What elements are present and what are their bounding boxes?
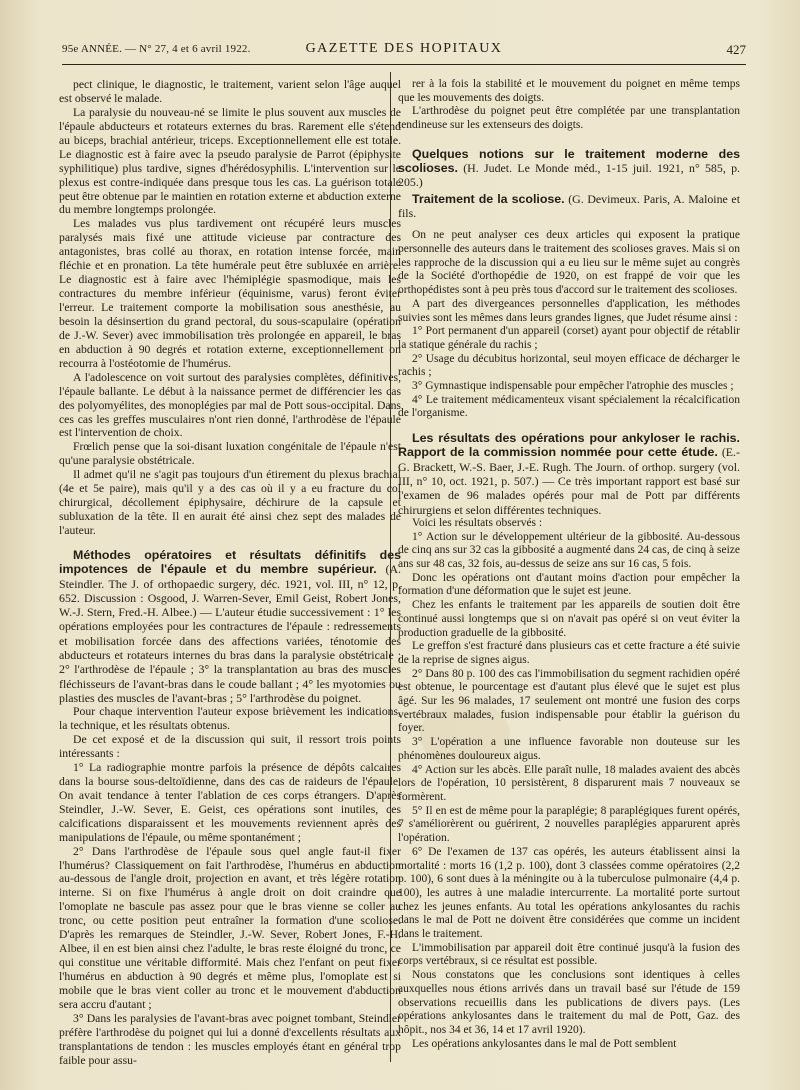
right-column [398, 78, 740, 1051]
paragraph: Chez les enfants le traitement par les appareils de soutien doit être continué aussi longtemps que si on n'avait pas opéré si on veut éviter la production graduelle de la gibbosité. [398, 599, 740, 639]
page-number: 427 [726, 42, 746, 57]
paragraph: De cet exposé et de la discussion qui suit, il ressort trois points intéressants : [59, 733, 401, 761]
article-heading [398, 147, 740, 190]
block-spacer [398, 220, 740, 229]
article-title: Traitement de la scoliose. [412, 191, 565, 206]
paragraph: 4° Action sur les abcès. Elle paraît nulle, 18 malades avaient des abcès lors de l'opération, 10 persistèrent, 8 disparurent mais 7 nouveaux se formèrent. [398, 763, 740, 803]
paragraph: Voici les résultats observés : [412, 516, 543, 529]
issue-date: 95e ANNÉE. — N° 27, 4 et 6 avril 1922. [62, 43, 251, 55]
paragraph: Donc les opérations ont d'autant moins d'action pour empêcher la formation d'une déformation que le sujet est jeune. [398, 571, 740, 598]
paragraph: L'immobilisation par appareil doit être continué jusqu'à la fusion des corps vertébraux, si ce résultat est possible. [398, 941, 740, 968]
paragraph: Nous constatons que les conclusions sont identiques à celles auxquelles nous étions arrivés dans un travail basé sur l'étude de 159 observations recueillis dans les publications de divers pays. (Les opérations ankylosantes dans le traitement du mal de Pott, Gaz. des hôpit., nos 34 et 36, 14 et 17 avril 1920). [398, 969, 740, 1036]
paragraph: On ne peut analyser ces deux articles qui exposent la pratique personnelle des auteurs dans le traitement des scolioses graves. Mais si on les rapproche de la discussion qui a eu lieu sur le même sujet au congrès de la Société d'orthopédie de 1920, on est frappé de voir que les orthopédistes sont à peu près tous d'accord sur le traitement des scolioses. [398, 229, 740, 297]
paragraph: 1° Port permanent d'un appareil (corset) ayant pour objectif de rétablir la statique générale du rachis ; [398, 325, 740, 351]
article-heading [398, 431, 740, 517]
left-column [59, 78, 401, 1068]
paragraph: Le greffon s'est fracturé dans plusieurs cas et cette fracture a été suivie de la reprise de signes aigus. [398, 640, 740, 666]
article-title: Les résultats des opérations pour ankyloser le rachis. Rapport de la commission nommée pour cette étude. [398, 431, 740, 460]
paragraph: Frœlich pense que la soi-disant luxation congénitale de l'épaule n'est qu'une paralysie obstétricale. [59, 440, 401, 468]
article-title: Quelques notions sur le traitement moderne des scolioses. [398, 146, 740, 176]
paragraph: 3° L'opération a une influence favorable non douteuse sur les phénomènes douloureux aigus. [398, 736, 740, 762]
paragraph: 2° Dans 80 p. 100 des cas l'immobilisation du segment rachidien opéré est obtenue, le pourcentage est d'autant plus élevé que le sujet est plus âgé. Sur les 96 malades, 17 seulement ont montré une fusion des corps vertébraux malades, fusion indispensable pour établir la guérison du foyer. [398, 667, 740, 735]
paragraph: A l'adolescence on voit surtout des paralysies complètes, définitives, l'épaule ballante. Le début à la naissance permet de différencier les cas des polyomyélites, des monoplégies par mal de Pott sous-occipital. Dans ces cas les greffes musculaires n'ont rien donné, l'arthrodèse de l'épaule est l'intervention de choix. [59, 370, 401, 440]
article-reference: (E.-G. Brackett, W.-S. Baer, J.-E. Rugh. The Journ. of orthop. surgery (vol. III, n° 10, oct. 1921, p. 507.) — Ce très important rapport est basé sur l'examen de 96 malades opérés pour mal de Pott par différents chirurgiens et selon différentes techniques. [398, 445, 740, 517]
paragraph: 6° De l'examen de 137 cas opérés, les auteurs établissent ainsi la mortalité : morts 16 (1,2 p. 100), dont 3 classées comme opératoires (2,2 p. 100), 6 sont dues à la méningite ou à la tuberculose pulmonaire (4,4 p. 100), les autres à une maladie intercurrente. La mortalité porte surtout chez les jeunes enfants. Au total les opérations ankylosantes du rachis dans le mal de Pott ne doivent être considérées que comme un incident dans le traitement. [398, 845, 740, 941]
running-head [62, 41, 746, 61]
paragraph: La paralysie du nouveau-né se limite le plus souvent aux muscles de l'épaule abducteurs et rotateurs externes du bras. Rarement elle s'étend au biceps, brachial antérieur, triceps. Exceptionnellement elle est totale. Le diagnostic est à faire avec la pseudo paralysie de Parrot (épiphysite syphilitique) plus tardive, signes d'hérédosyphilis. L'intervention sur le plexus est contre-indiquée dans presque tous les cas. La guérison totale peut être obtenue par le maintien en rotation externe et abduction externe du membre longtemps prolongée. [59, 105, 401, 217]
article-heading [59, 548, 401, 705]
paragraph: 2° Dans l'arthrodèse de l'épaule sous quel angle faut-il fixer l'humérus? Classiquement on fait l'arthrodèse, l'humérus en abduction au-dessous de l'angle droit, projection en avant, et très légère rotation interne. Si on fixe l'humérus à angle droit on doit craindre que l'omoplate ne bascule pas assez pour que le bras vienne se coller au tronc, ou cette position peut entraîner la formation d'une scoliose. D'après les remarques de Steindler, J.-W. Sever, Robert Jones, F.-H. Albee, il en est bien ainsi chez l'adulte, le bras reste éloigné du tronc, ce qui constitue une véritable difformité. Mais chez l'enfant on peut fixer l'humérus en abduction à 90 degrés et même plus, l'omoplate est si mobile que le bras vient coller au tronc et le mouvement d'abduction sera accru d'autant ; [59, 844, 401, 1011]
paragraph: L'arthrodèse du poignet peut être complétée par une transplantation tendineuse sur les extenseurs des doigts. [398, 105, 740, 132]
article-reference: (H. Judet. Le Monde méd., 1-15 juil. 1921, n° 585, p. 205.) [398, 161, 740, 190]
paragraph: 1° La radiographie montre parfois la présence de dépôts calcaires dans la bourse sous-deltoïdienne, dans des cas de raideurs de l'épaule. On avait tendance à tenter l'ablation de ces corps étrangers. D'après Steindler, J.-W. Sever, E. Geist, ces opérations sont inutiles, ces calcifications disparaissent et les mouvements reviennent après des manipulations de l'épaule, ou même spontanément ; [59, 760, 401, 844]
paragraph: 1° Action sur le développement ultérieur de la gibbosité. Au-dessous de cinq ans sur 32 cas la gibbosité a augmenté dans 24 cas, de cinq à seize ans sur 48 cas, 32 fois, au-dessus de seize ans sur 16 cas, 5 fois. [398, 530, 740, 571]
article-reference: (A. Steindler. The J. of orthopaedic surgery, déc. 1921, vol. III, n° 12, p. 652. Discussion : Osgood, J. Warren-Sever, Emil Geist, Robert Jones, W.-J. Stern, Fred.-H. Albee.) — L'auteur étudie successivement : 1° les opérations employées pour les contractures de l'épaule : redressements et mobilisation forcée dans des affections variées, ténotomie des abducteurs et rotateurs internes du bras dans la paralysie obstétricale ; 2° l'arthrodèse de l'épaule ; 3° la transplantation au bras des muscles fléchisseurs de l'avant-bras dans le coude ballant ; 4° les myotomies ou plasties des muscles de l'avant-bras ; 5° l'arthrodèse du poignet. [59, 562, 401, 705]
paragraph: 5° Il en est de même pour la paraplégie; 8 paraplégiques furent opérés, 7 s'améliorèrent ou guérirent, 2 nouvelles paraplégies apparurent après l'opération. [398, 804, 740, 845]
paragraph: A part des divergeances personnelles d'application, les méthodes suivies sont les mêmes dans leurs grandes lignes, que Judet résume ainsi : [398, 297, 740, 324]
paragraph: 3° Gymnastique indispensable pour empêcher l'atrophie des muscles ; [412, 380, 734, 393]
paragraph: Les opérations ankylosantes dans le mal de Pott semblent [412, 1037, 677, 1050]
paragraph: Pour chaque intervention l'auteur expose brièvement les indications, la technique, et les résultats obtenus. [59, 705, 401, 733]
paragraph: rer à la fois la stabilité et le mouvement du poignet en même temps que les mouvements des doigts. [398, 78, 740, 104]
paragraph: 3° Dans les paralysies de l'avant-bras avec poignet tombant, Steindler préfère l'arthrodèse du poignet qui lui a donné d'excellents résultats aux transplantations de tendon : les muscles employés étant en général trop faible pour assu- [59, 1011, 401, 1067]
journal-title: GAZETTE DES HOPITAUX [305, 41, 503, 56]
paragraph: pect clinique, le diagnostic, le traitement, varient selon l'âge auquel est observé le malade. [59, 78, 401, 105]
paragraph: 2° Usage du décubitus horizontal, seul moyen efficace de décharger le rachis ; [398, 352, 740, 379]
article-reference: (G. Devimeux. Paris, A. Maloine et fils. [398, 191, 740, 220]
header-rule [62, 64, 746, 65]
paragraph: 4° Le traitement médicamenteux visant spécialement la récalcification de l'organisme. [398, 393, 740, 420]
paragraph: Il admet qu'il ne s'agit pas toujours d'un étirement du plexus brachial (4e et 5e paire), mais qu'il y a des cas où il y a eu fracture du col chirurgical, décollement épiphysaire, déchirure de la capsule et subluxation de la tête. Il en aurait été ainsi chez sept des malades de l'auteur. [59, 468, 401, 537]
article-heading [398, 192, 740, 221]
article-title: Méthodes opératoires et résultats définitifs des impotences de l'épaule et du membre supérieur. [59, 547, 401, 577]
paragraph: Les malades vus plus tardivement ont récupéré leurs muscles paralysés mais fixé une attitude vicieuse par contracture des antagonistes, bras collé au thorax, en rotation intense forcée, main fléchie et en pronation. La tête humérale peut être subluxée en arrière. Le diagnostic est à faire avec l'hémiplégie spasmodique, mais les contractures du membre inférieur (équinisme, varus) feront éviter l'erreur. Le traitement comporte la mobilisation sous anesthésie, au besoin la désinsertion du grand pectoral, du sous-scapulaire (opération de J.-W. Sever) avec immobilisation très prolongée en appareil, le bras en abduction à 90 degrés et rotation externe, exceptionnellement on recourra à l'ostéotomie de l'humérus. [59, 217, 401, 370]
